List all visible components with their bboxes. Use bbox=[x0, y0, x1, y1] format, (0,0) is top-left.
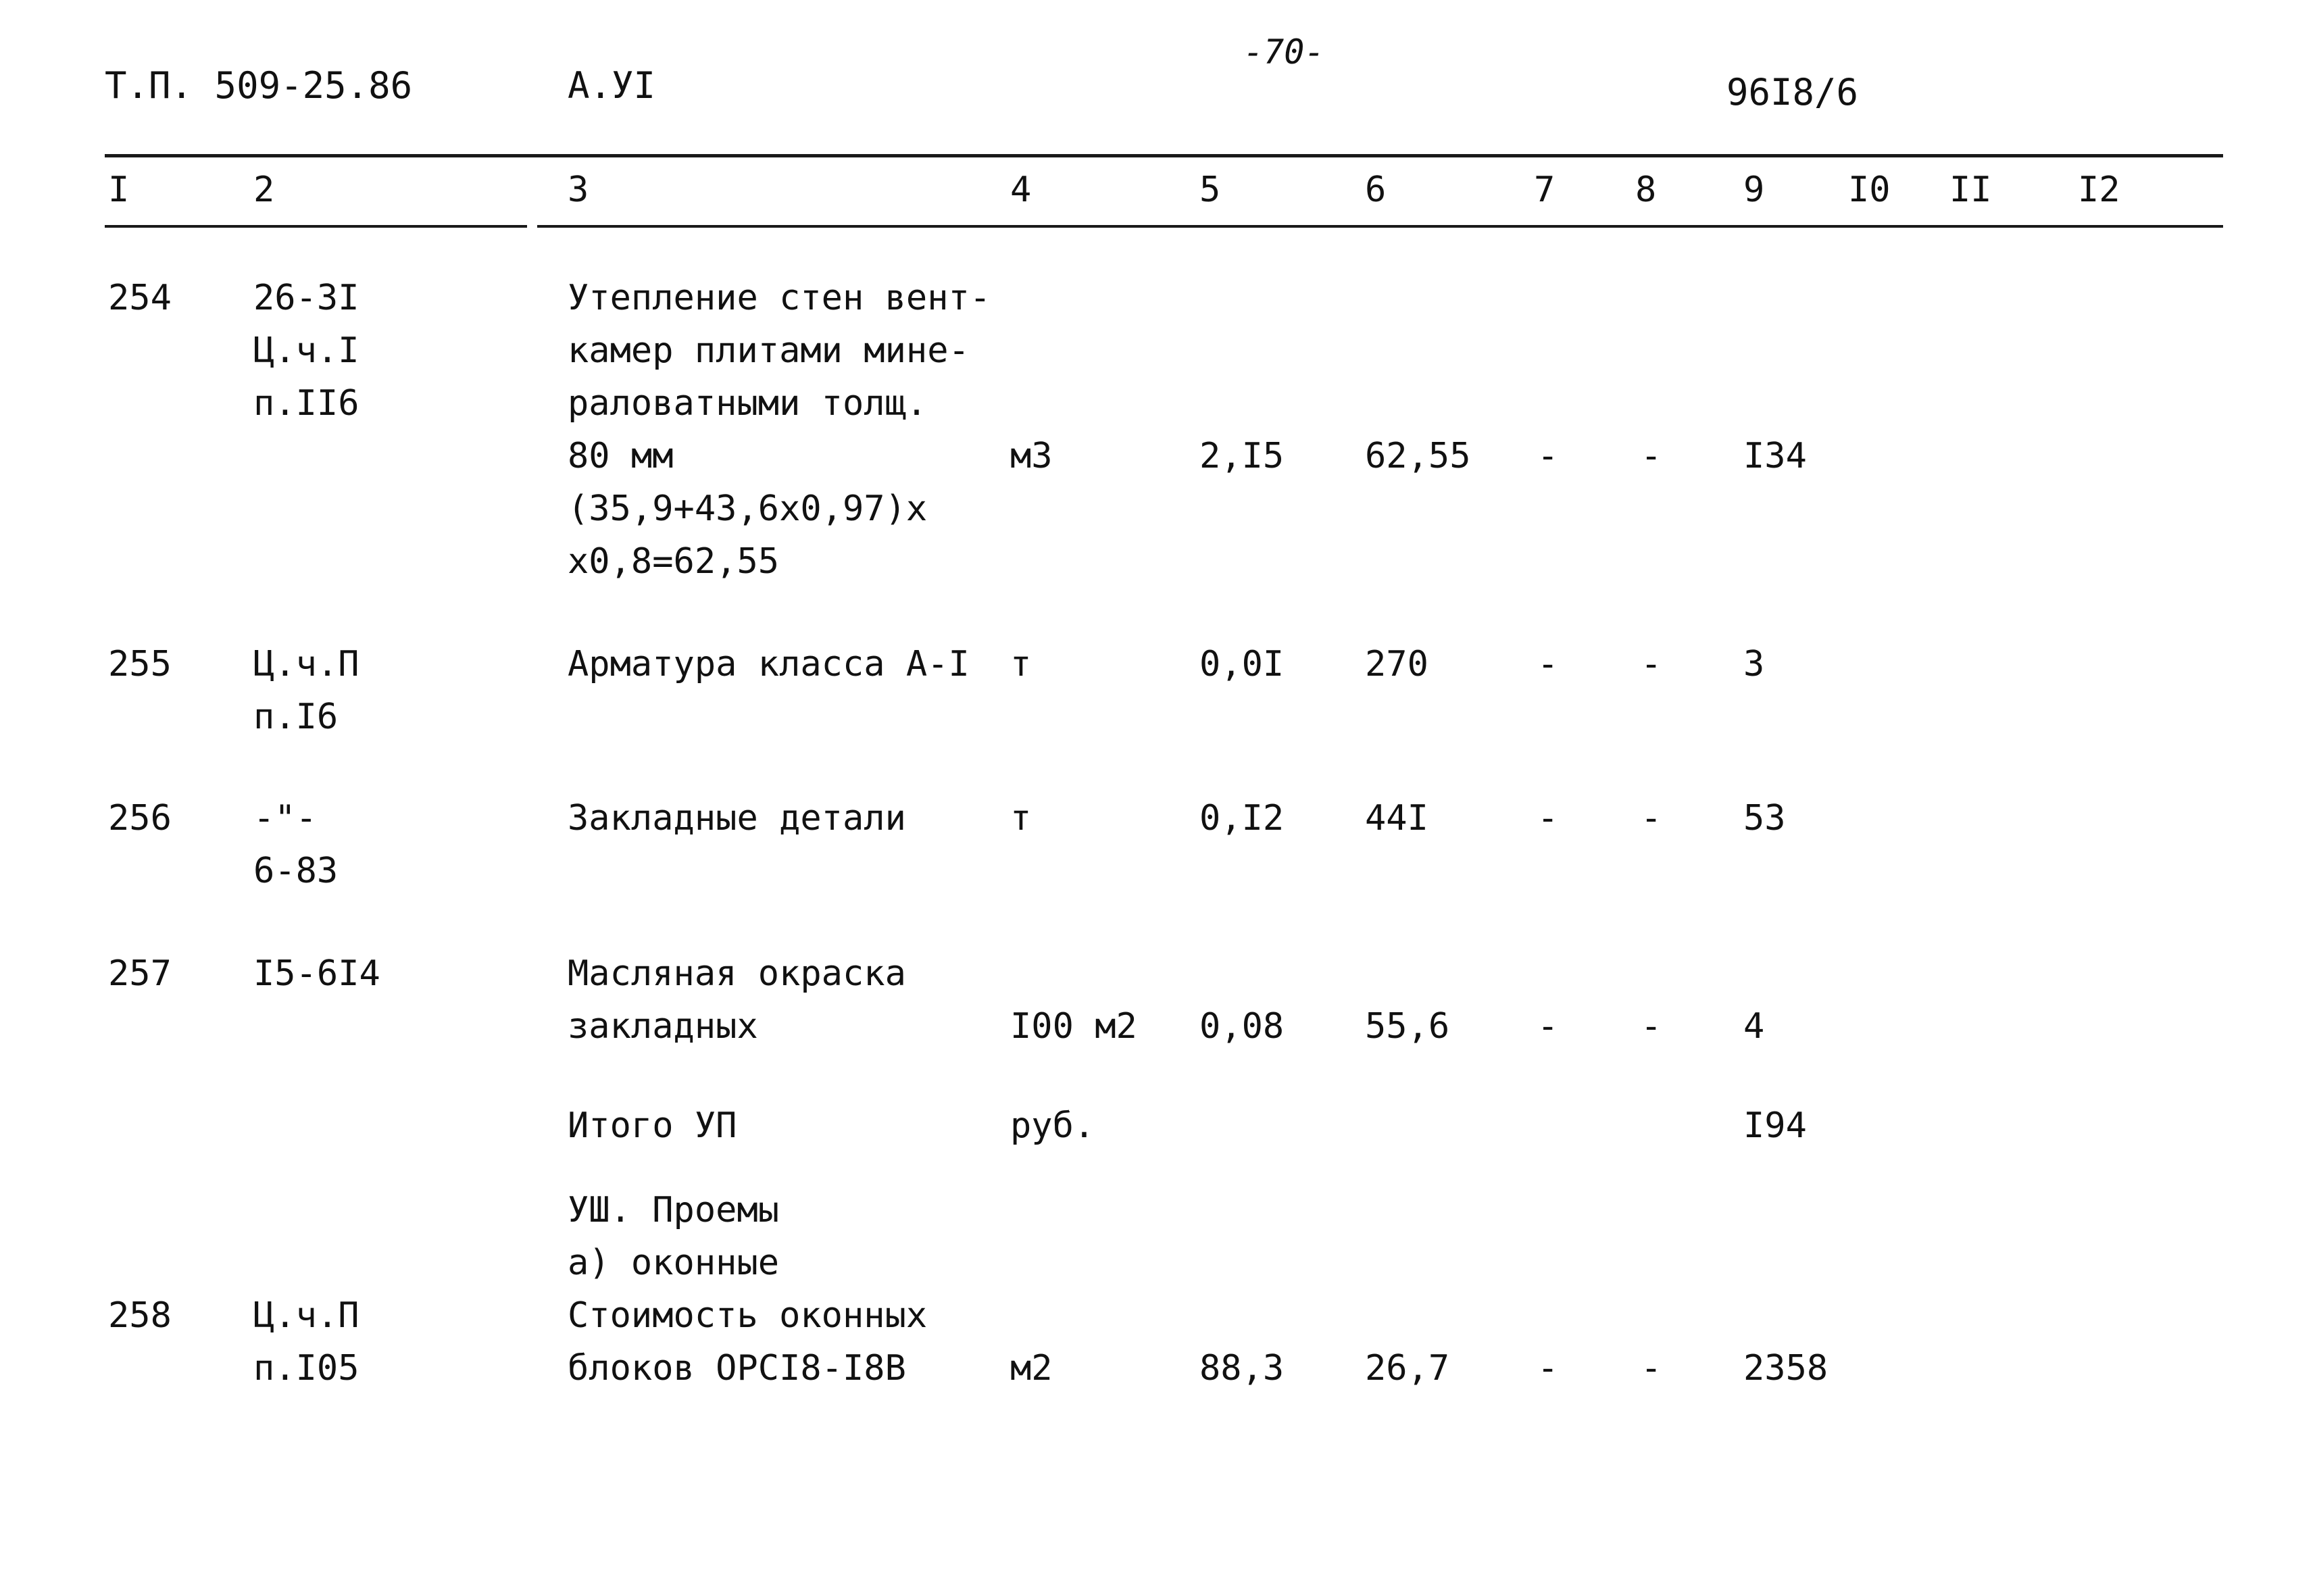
header-bottom-rule-left bbox=[105, 225, 527, 228]
total-cost: 4 bbox=[1743, 1006, 1765, 1047]
row-number: 255 bbox=[108, 644, 172, 684]
price-code-line: Ц.ч.П bbox=[253, 644, 359, 684]
col7-value: - bbox=[1537, 1006, 1559, 1047]
col-header-8: 8 bbox=[1635, 170, 1657, 210]
work-description-line: Закладные детали bbox=[568, 798, 906, 839]
col-header-9: 9 bbox=[1743, 170, 1765, 210]
work-description-line: х0,8=62,55 bbox=[568, 541, 780, 582]
unit-price: 44I bbox=[1365, 798, 1428, 839]
section-subheading: а) оконные bbox=[568, 1243, 780, 1283]
quantity: 0,0I bbox=[1199, 644, 1285, 684]
col-header-6: 6 bbox=[1365, 170, 1387, 210]
col-header-7: 7 bbox=[1534, 170, 1555, 210]
col7-value: - bbox=[1537, 798, 1559, 839]
price-code-line: 26-3I bbox=[253, 278, 359, 318]
album-code: А.УI bbox=[568, 64, 656, 107]
work-description-line: 80 мм bbox=[568, 436, 674, 476]
col8-value: - bbox=[1641, 1006, 1662, 1047]
quantity: 88,3 bbox=[1199, 1348, 1285, 1389]
work-description-line: Масляная окраска bbox=[568, 953, 906, 994]
doc-code: Т.П. 509-25.86 bbox=[105, 64, 413, 107]
work-description-line: Стоимость оконных bbox=[568, 1295, 928, 1336]
col8-value: - bbox=[1641, 1348, 1662, 1389]
col-header-2: 2 bbox=[253, 170, 275, 210]
col-header-5: 5 bbox=[1199, 170, 1221, 210]
work-description-line: блоков ОРСI8-I8В bbox=[568, 1348, 906, 1389]
row-number: 258 bbox=[108, 1295, 172, 1336]
unit: т bbox=[1010, 798, 1032, 839]
work-description-line: камер плитами мине- bbox=[568, 330, 970, 371]
price-code-line: Ц.ч.I bbox=[253, 330, 359, 371]
total-cost: 3 bbox=[1743, 644, 1765, 684]
quantity: 0,08 bbox=[1199, 1006, 1285, 1047]
unit-price: 26,7 bbox=[1365, 1348, 1450, 1389]
price-code-line: Ц.ч.П bbox=[253, 1295, 359, 1336]
work-description-line: (35,9+43,6х0,97)х bbox=[568, 489, 928, 529]
page-number: -70- bbox=[1243, 32, 1325, 72]
work-description-line: раловатными толщ. bbox=[568, 383, 928, 424]
subtotal-unit: руб. bbox=[1010, 1105, 1095, 1146]
work-description-line: Арматура класса А-I bbox=[568, 644, 970, 684]
row-number: 257 bbox=[108, 953, 172, 994]
subtotal-label: Итого УП bbox=[568, 1105, 737, 1146]
col-header-10: I0 bbox=[1848, 170, 1891, 210]
col7-value: - bbox=[1537, 644, 1559, 684]
unit-price: 270 bbox=[1365, 644, 1428, 684]
price-code-line: п.I6 bbox=[253, 697, 339, 737]
col-header-3: 3 bbox=[568, 170, 589, 210]
unit-price: 62,55 bbox=[1365, 436, 1471, 476]
price-code-line: -"- bbox=[253, 798, 317, 839]
row-number: 254 bbox=[108, 278, 172, 318]
unit: I00 м2 bbox=[1010, 1006, 1137, 1047]
price-code-line: I5-6I4 bbox=[253, 953, 380, 994]
col8-value: - bbox=[1641, 436, 1662, 476]
col7-value: - bbox=[1537, 1348, 1559, 1389]
section-heading: УШ. Проемы bbox=[568, 1190, 780, 1230]
quantity: 2,I5 bbox=[1199, 436, 1285, 476]
price-code-line: п.I05 bbox=[253, 1348, 359, 1389]
price-code-line: п.II6 bbox=[253, 383, 359, 424]
quantity: 0,I2 bbox=[1199, 798, 1285, 839]
total-cost: I34 bbox=[1743, 436, 1807, 476]
col-header-1: I bbox=[108, 170, 130, 210]
row-number: 256 bbox=[108, 798, 172, 839]
col-header-12: I2 bbox=[2078, 170, 2120, 210]
col8-value: - bbox=[1641, 798, 1662, 839]
col-header-4: 4 bbox=[1010, 170, 1032, 210]
unit: м2 bbox=[1010, 1348, 1053, 1389]
work-description-line: закладных bbox=[568, 1006, 758, 1047]
col-header-11: II bbox=[1949, 170, 1992, 210]
header-bottom-rule-right bbox=[537, 225, 2223, 228]
work-description-line: Утепление стен вент- bbox=[568, 278, 991, 318]
col7-value: - bbox=[1537, 436, 1559, 476]
unit: т bbox=[1010, 644, 1032, 684]
subtotal-total: I94 bbox=[1743, 1105, 1807, 1146]
col8-value: - bbox=[1641, 644, 1662, 684]
price-code-line: 6-83 bbox=[253, 851, 339, 891]
unit-price: 55,6 bbox=[1365, 1006, 1450, 1047]
header-top-rule bbox=[105, 154, 2223, 157]
total-cost: 53 bbox=[1743, 798, 1786, 839]
unit: м3 bbox=[1010, 436, 1053, 476]
total-cost: 2358 bbox=[1743, 1348, 1828, 1389]
sheet-code: 96I8/6 bbox=[1726, 71, 1859, 114]
